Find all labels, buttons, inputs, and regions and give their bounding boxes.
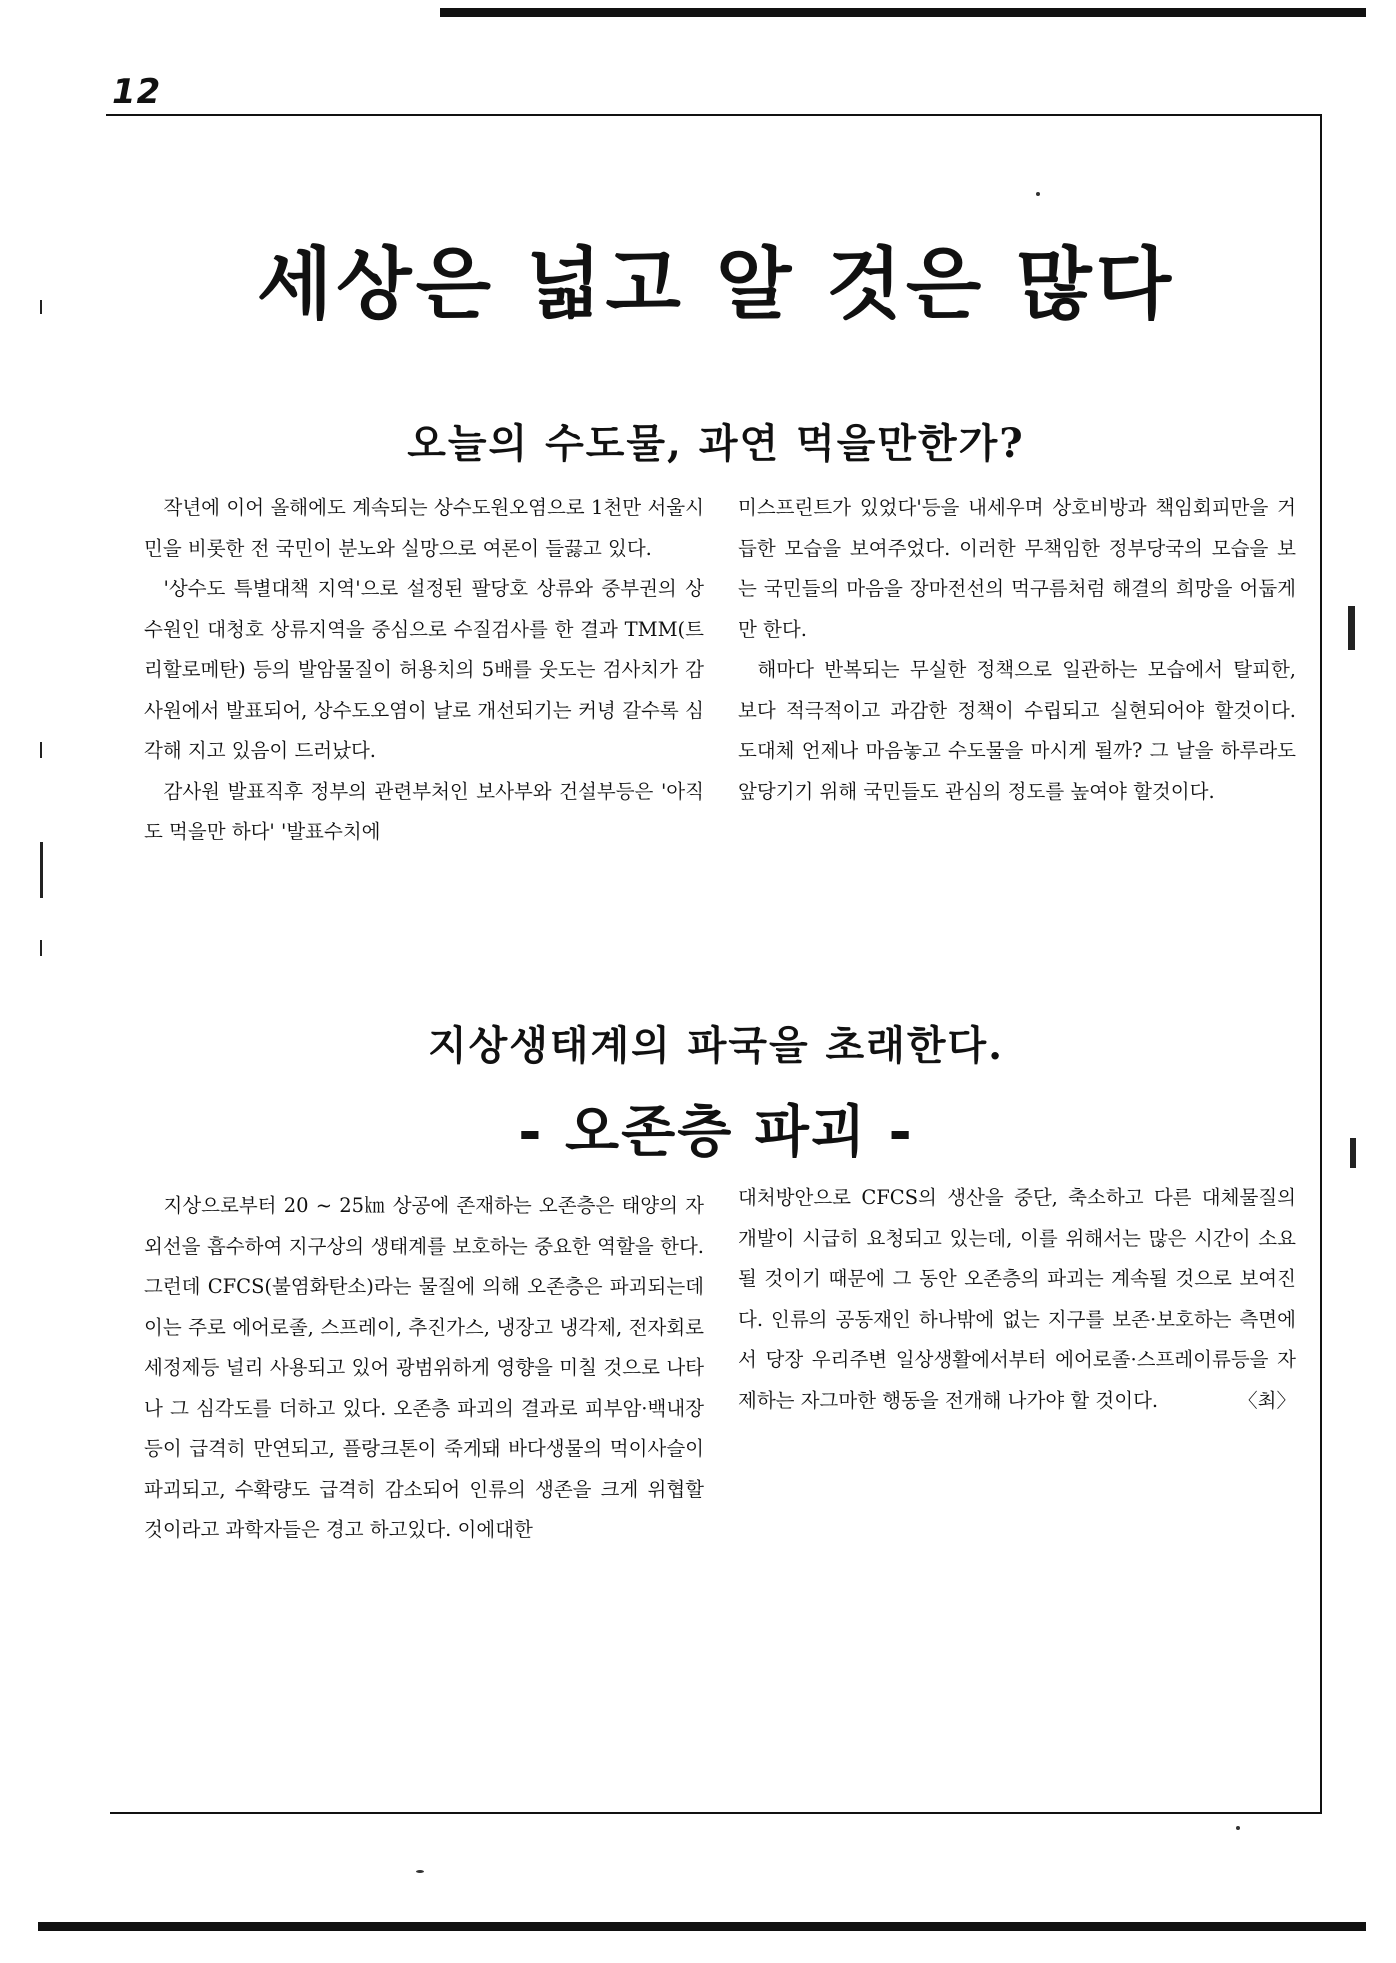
article1-paragraph: 미스프린트가 있었다'등을 내세우며 상호비방과 책임회피만을 거듭한 모습을 보여주었다. 이러한 무책임한 정부당국의 모습을 보는 국민들의 마음을 장마전선의 먹구름처럼 해결의 희망을 어둡게 만 한다. bbox=[738, 496, 1296, 641]
article2-left-column bbox=[144, 1186, 704, 1551]
scan-speck bbox=[416, 1870, 424, 1873]
article2-right-column bbox=[738, 1178, 1296, 1421]
article2-subtitle: - 오존층 파괴 - bbox=[518, 1100, 914, 1165]
article2-title: 지상생태계의 파국을 초래한다. bbox=[427, 1022, 1005, 1069]
article2-paragraph: 지상으로부터 20 ~ 25㎞ 상공에 존재하는 오존층은 태양의 자외선을 흡수하여 지구상의 생태계를 보호하는 중요한 역할을 한다. 그런데 CFCS(불염화탄소)라는 물질에 의해 오존층은 파괴되는데 이는 주로 에어로졸, 스프레이, 추진가스, 냉장고 냉각제, 전자회로 세정제등 널리 사용되고 있어 광범위하게 영향을 미칠 것으로 나타나 그 심각도를 더하고 있다. 오존층 파괴의 결과로 피부암·백내장등이 급격히 만연되고, 플랑크톤이 죽게돼 바다생물의 먹이사슬이 파괴되고, 수확량도 급격히 감소되어 인류의 생존을 크게 위협할 것이라고 과학자들은 경고 하고있다. 이에대한 bbox=[144, 1194, 704, 1541]
main-title: 세상은 넓고 알 것은 많다 bbox=[256, 240, 1176, 330]
author-signature: 〈최〉 bbox=[1238, 1388, 1296, 1412]
scan-speck bbox=[1036, 192, 1040, 196]
article1-paragraph: 감사원 발표직후 정부의 관련부처인 보사부와 건설부등은 '아직도 먹을만 하다' '발표수치에 bbox=[144, 779, 704, 843]
article1-right-column bbox=[738, 488, 1296, 812]
article2-paragraph-text: 대처방안으로 CFCS의 생산을 중단, 축소하고 다른 대체물질의 개발이 시급히 요청되고 있는데, 이를 위해서는 많은 시간이 소요될 것이기 때문에 그 동안 오존층의 파괴는 계속될 것으로 보여진다. 인류의 공동재인 하나밖에 없는 지구를 보존·보호하는 측면에서 당장 우리주변 일상생활에서부터 에어로졸·스프레이류등을 자제하는 자그마한 행동을 전개해 나가야 할 것이다. bbox=[738, 1186, 1296, 1412]
page-number: 12 bbox=[112, 72, 162, 112]
article1-paragraph: 작년에 이어 올해에도 계속되는 상수도원오염으로 1천만 서울시민을 비롯한 전 국민이 분노와 실망으로 여론이 들끓고 있다. bbox=[144, 496, 704, 560]
article1-paragraph: 해마다 반복되는 무실한 정책으로 일관하는 모습에서 탈피한, 보다 적극적이고 과감한 정책이 수립되고 실현되어야 할것이다. 도대체 언제나 마음놓고 수도물을 마시게 될까? 그 날을 하루라도 앞당기기 위해 국민들도 관심의 정도를 높여야 할것이다. bbox=[738, 658, 1296, 803]
bottom-rule bbox=[38, 1922, 1366, 1931]
scan-speck bbox=[1236, 1826, 1240, 1830]
article2-paragraph bbox=[738, 1178, 1296, 1421]
article1-paragraph: '상수도 특별대책 지역'으로 설정된 팔당호 상류와 중부권의 상수원인 대청호 상류지역을 중심으로 수질검사를 한 결과 TMM(트리할로메탄) 등의 발암물질이 허용치의 5배를 웃도는 검사치가 감사원에서 발표되어, 상수도오염이 날로 개선되기는 커녕 갈수록 심각해 지고 있음이 드러났다. bbox=[144, 577, 704, 762]
article1-title: 오늘의 수도물, 과연 먹을만한가? bbox=[407, 420, 1025, 467]
top-rule bbox=[440, 8, 1366, 17]
article1-left-column bbox=[144, 488, 704, 853]
page-frame bbox=[110, 114, 1322, 1814]
